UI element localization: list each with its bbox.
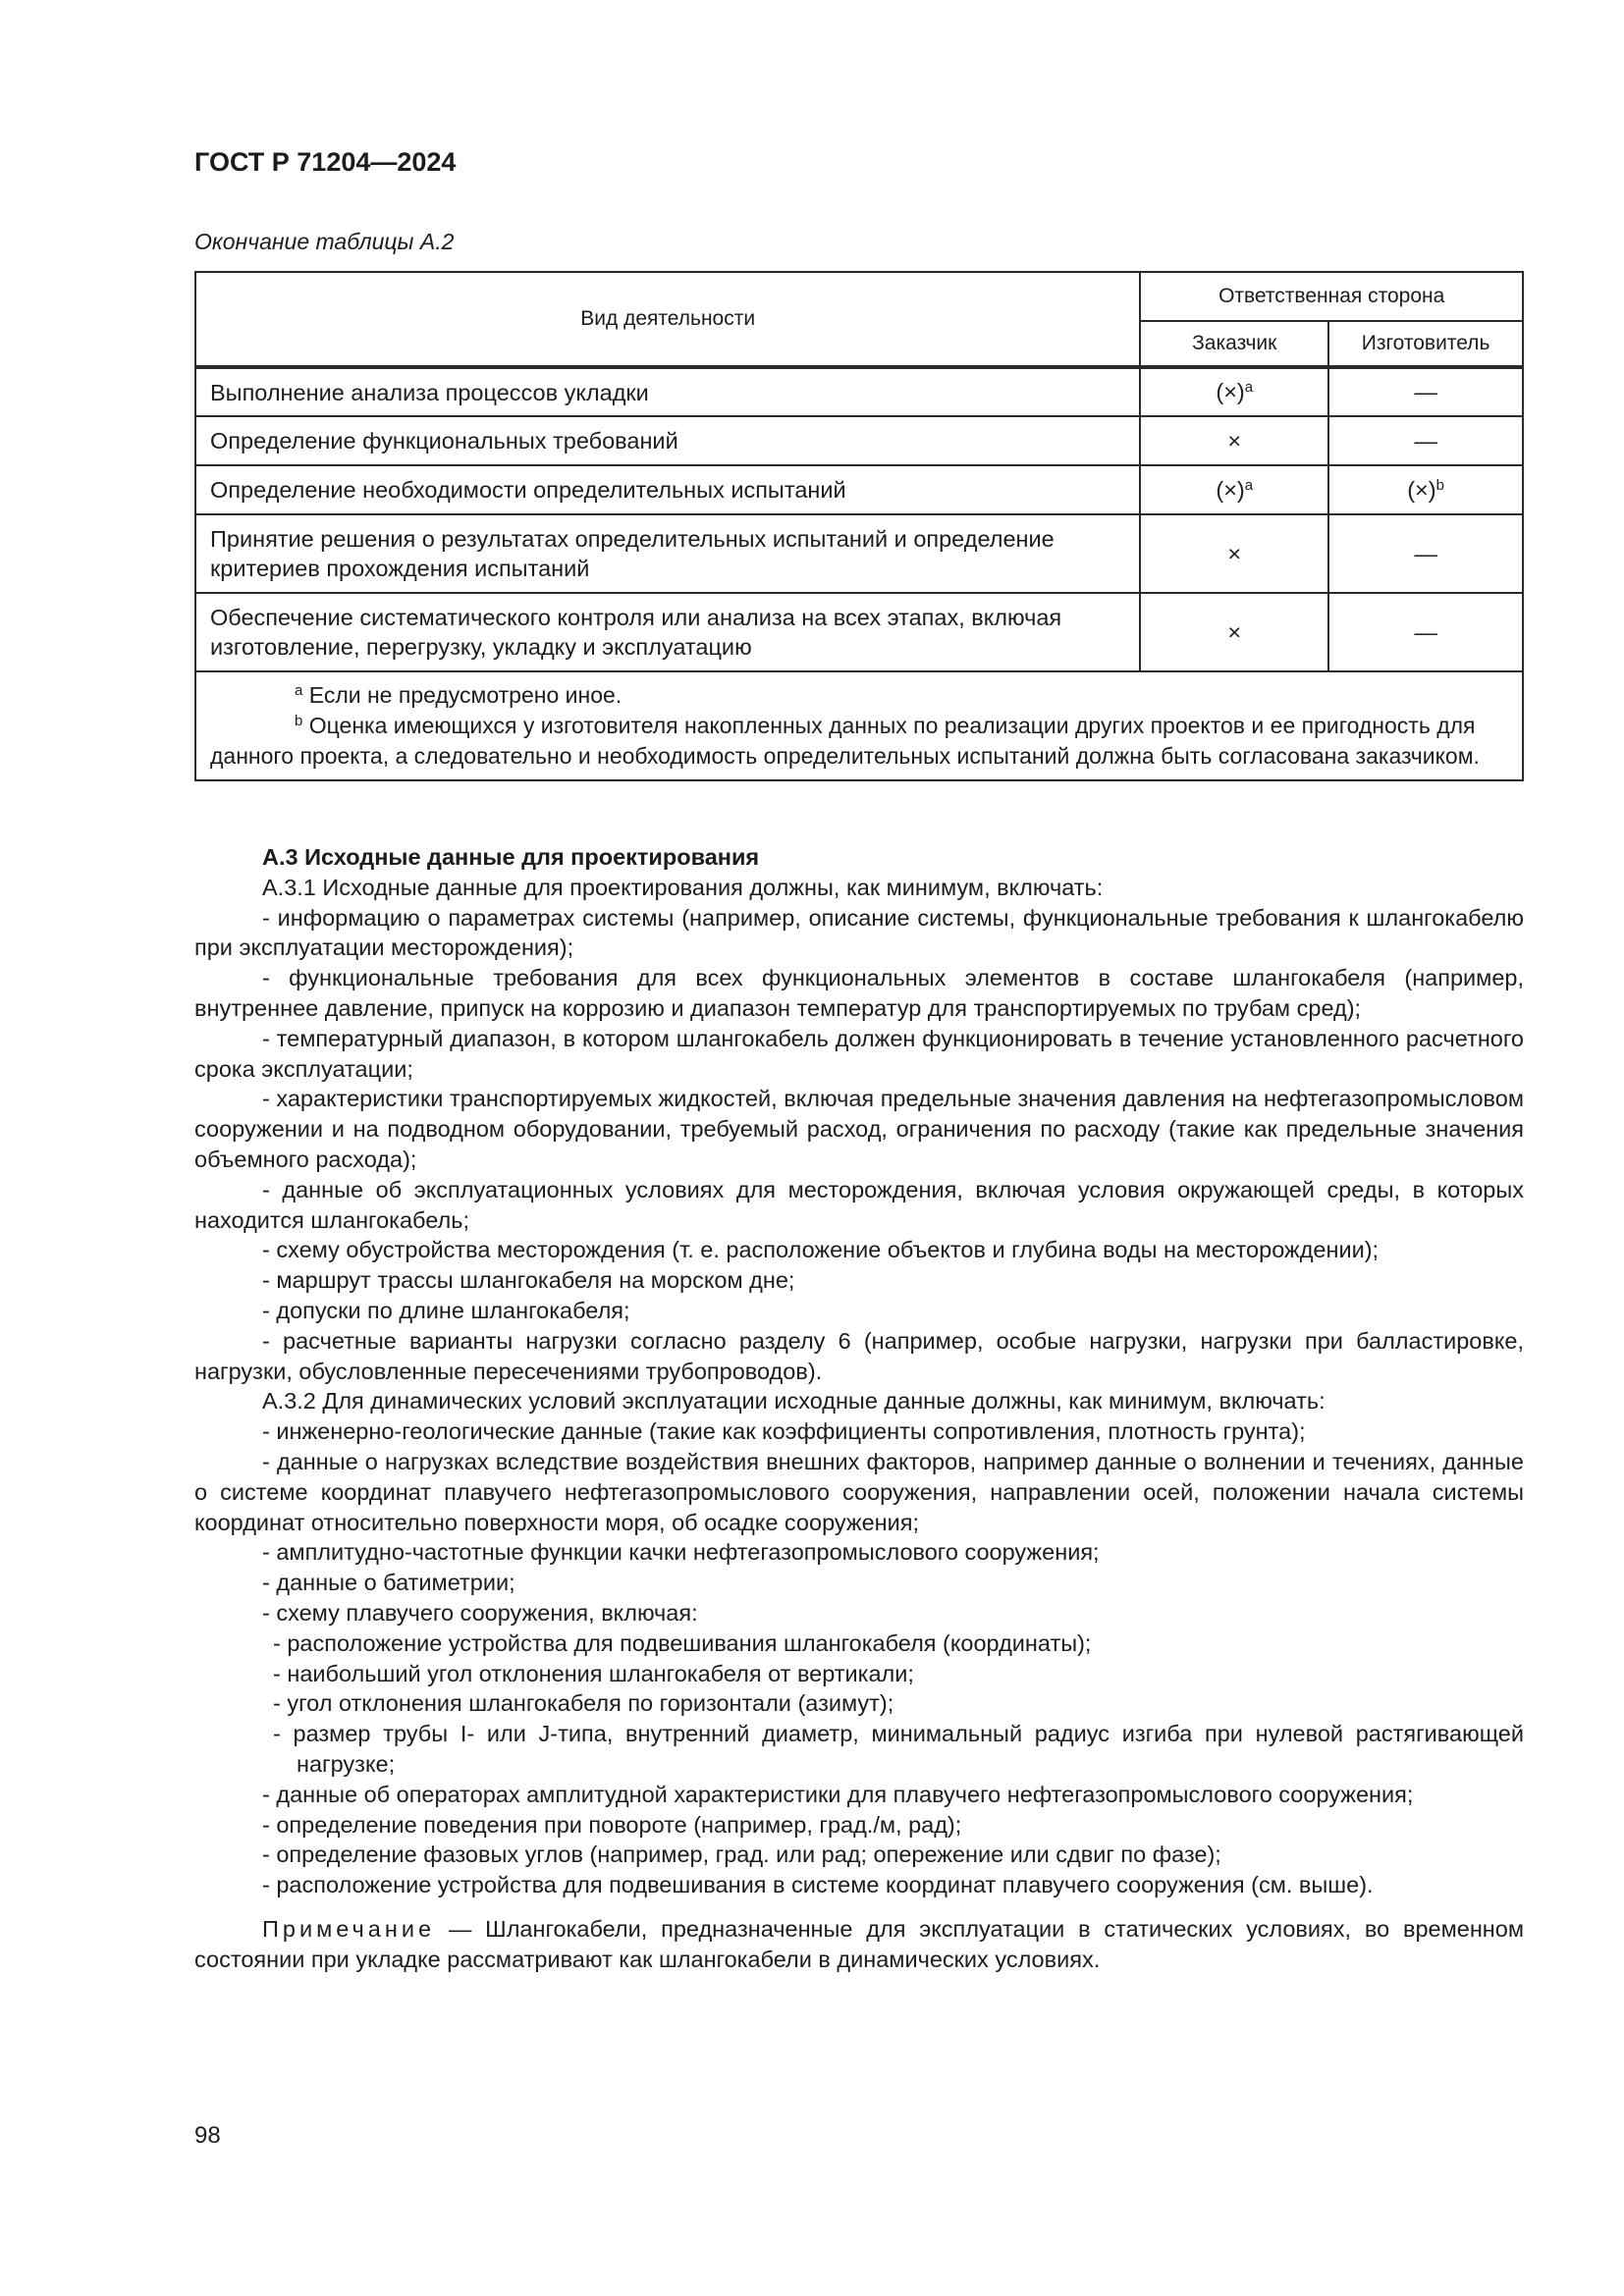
list-item: - схему плавучего сооружения, включая:: [262, 1599, 698, 1626]
activity-cell: Определение функциональных требований: [195, 416, 1140, 465]
sub-list-item: - расположение устройства для подвешивания шлангокабеля (координаты);: [273, 1629, 1092, 1656]
manufacturer-cell: [1328, 514, 1523, 593]
manufacturer-cell: [1328, 416, 1523, 465]
table-row: [195, 514, 1523, 593]
mark: —: [1414, 379, 1437, 404]
list-item: - температурный диапазон, в котором шлангокабель должен функционировать в течение установленного расчетного срока эксплуатации;: [194, 1025, 1524, 1082]
section-body: [194, 842, 1524, 1974]
footnotes-cell: [195, 671, 1523, 780]
header-customer: Заказчик: [1140, 321, 1328, 367]
list-item: - функциональные требования для всех функциональных элементов в составе шлангокабеля (например, внутреннее давление, припуск на коррозию и диапазон температур для транспортируемых по трубам сред);: [194, 965, 1524, 1021]
list-item: - информацию о параметрах системы (например, описание системы, функциональные требования к шлангокабелю при эксплуатации месторождения);: [194, 904, 1524, 961]
paragraph-a31: А.3.1 Исходные данные для проектирования должны, как минимум, включать:: [262, 874, 1104, 900]
mark: (×): [1216, 379, 1245, 404]
footnote-b-text: Оценка имеющихся у изготовителя накопленных данных по реализации других проектов и ее пригодность для данного проекта, а следовательно и необходимость определительных испытаний должна быть согласована заказчиком.: [210, 713, 1480, 769]
note-paragraph: [194, 1914, 1524, 1975]
sub-list-item: - наибольший угол отклонения шлангокабеля от вертикали;: [273, 1660, 914, 1686]
table-row: [195, 465, 1523, 514]
list-item: - схему обустройства месторождения (т. е. расположение объектов и глубина воды на месторождении);: [262, 1237, 1380, 1263]
footnote-a-text: Если не предусмотрено иное.: [308, 682, 623, 708]
list-item: - расчетные варианты нагрузки согласно разделу 6 (например, особые нагрузки, нагрузки при балластировке, нагрузки, обусловленные пересечениями трубопроводов).: [194, 1327, 1524, 1384]
list-item: - маршрут трассы шлангокабеля на морском дне;: [262, 1267, 795, 1294]
footnote-b-mark: b: [295, 713, 303, 729]
manufacturer-cell: [1328, 367, 1523, 416]
list-item: - допуски по длине шлангокабеля;: [262, 1297, 630, 1323]
customer-cell: [1140, 465, 1328, 514]
manufacturer-cell: [1328, 465, 1523, 514]
activity-cell: Принятие решения о результатах определительных испытаний и определение критериев прохождения испытаний: [195, 514, 1140, 593]
activity-cell: Определение необходимости определительных испытаний: [195, 465, 1140, 514]
note-label: Примечание: [262, 1915, 436, 1942]
table-row: [195, 416, 1523, 465]
list-item: - данные об операторах амплитудной характеристики для плавучего нефтегазопромыслового сооружения;: [262, 1781, 1414, 1807]
mark: ×: [1227, 427, 1242, 454]
customer-cell: [1140, 416, 1328, 465]
customer-cell: [1140, 593, 1328, 671]
activity-cell: Обеспечение систематического контроля или анализа на всех этапах, включая изготовление, перегрузку, укладку и эксплуатацию: [195, 593, 1140, 671]
customer-cell: [1140, 367, 1328, 416]
table-caption: Окончание таблицы А.2: [194, 229, 455, 254]
footnote-b: [210, 711, 1510, 772]
list-item: - данные об эксплуатационных условиях для месторождения, включая условия окружающей среды, в которых находится шлангокабель;: [194, 1176, 1524, 1233]
footnote-ref: b: [1435, 476, 1444, 494]
header-responsible-party: Ответственная сторона: [1140, 272, 1523, 321]
header-activity: Вид деятельности: [195, 272, 1140, 367]
mark: ×: [1227, 540, 1242, 566]
manufacturer-cell: [1328, 593, 1523, 671]
sub-list-item: - угол отклонения шлангокабеля по горизонтали (азимут);: [273, 1690, 894, 1717]
mark: (×): [1407, 476, 1436, 503]
footnotes-row: [195, 671, 1523, 780]
footnote-a: [210, 680, 1510, 711]
table-row: [195, 593, 1523, 671]
document-header: ГОСТ Р 71204—2024: [194, 147, 457, 177]
list-item: - характеристики транспортируемых жидкостей, включая предельные значения давления на нефтегазопромысловом сооружении и на подводном оборудовании, требуемый расход, ограничения по расходу (такие как предельные значения объемного расхода);: [194, 1086, 1524, 1172]
paragraph-a32: А.3.2 Для динамических условий эксплуатации исходные данные должны, как минимум, включать:: [262, 1388, 1326, 1415]
table-row: [195, 367, 1523, 416]
mark: ×: [1227, 618, 1242, 645]
responsibility-table: [194, 271, 1524, 781]
list-item: - амплитудно-частотные функции качки нефтегазопромыслового сооружения;: [262, 1539, 1100, 1566]
mark: —: [1414, 540, 1437, 566]
note-text: — Шлангокабели, предназначенные для эксплуатации в статических условиях, во временном состоянии при укладке рассматривают как шлангокабели в динамических условиях.: [194, 1915, 1524, 1972]
list-item: - определение фазовых углов (например, град. или рад; опережение или сдвиг по фазе);: [262, 1842, 1221, 1868]
sub-list-item: - размер трубы I- или J-типа, внутренний диаметр, минимальный радиус изгиба при нулевой растягивающей нагрузке;: [273, 1721, 1524, 1777]
mark: —: [1414, 618, 1437, 645]
mark: (×): [1216, 476, 1245, 503]
header-manufacturer: Изготовитель: [1328, 321, 1523, 367]
page-number: 98: [194, 2122, 221, 2149]
footnote-ref: a: [1244, 379, 1254, 396]
customer-cell: [1140, 514, 1328, 593]
mark: —: [1414, 427, 1437, 454]
footnote-a-mark: a: [295, 682, 303, 699]
list-item: - инженерно-геологические данные (такие как коэффициенты сопротивления, плотность грунта);: [262, 1418, 1306, 1445]
list-item: - данные о батиметрии;: [262, 1570, 515, 1596]
list-item: - определение поведения при повороте (например, град./м, рад);: [262, 1811, 962, 1838]
activity-cell: Выполнение анализа процессов укладки: [195, 367, 1140, 416]
list-item: - данные о нагрузках вследствие воздействия внешних факторов, например данные о волнении и течениях, данные о системе координат плавучего нефтегазопромыслового сооружения, направлении осей, положении начала системы координат относительно поверхности моря, об осадке сооружения;: [194, 1448, 1524, 1535]
list-item: - расположение устройства для подвешивания в системе координат плавучего сооружения (см. выше).: [262, 1872, 1374, 1898]
section-heading: А.3 Исходные данные для проектирования: [262, 844, 760, 870]
footnote-ref: a: [1244, 476, 1254, 494]
